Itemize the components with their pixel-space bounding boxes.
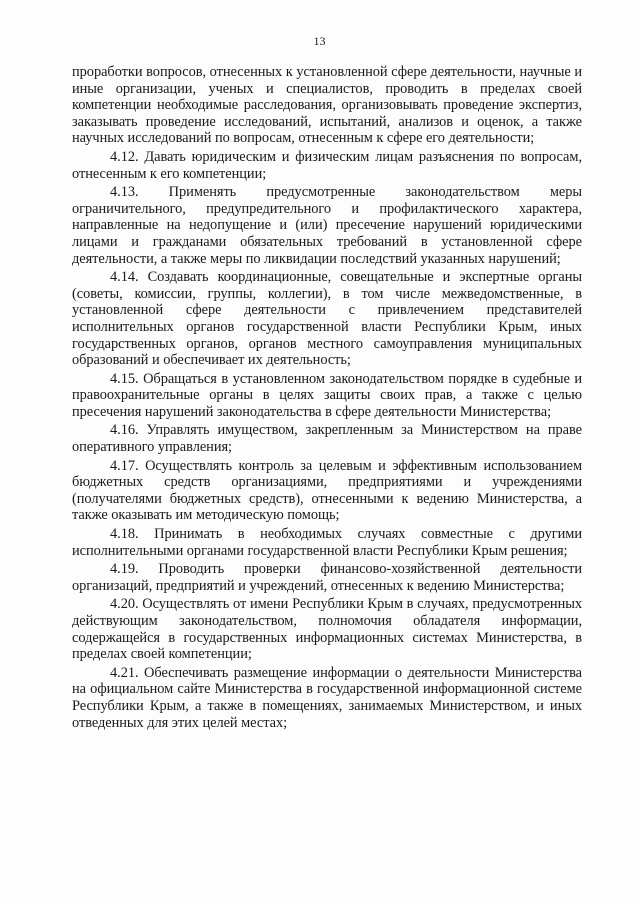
- paragraph-4-20: 4.20. Осуществлять от имени Республики Крым в случаях, предусмотренных действующим законодательством, полномочия обладателя информации, содержащейся в государственных информационных системах Министерства, в пределах своей компетенции;: [72, 596, 582, 663]
- paragraph-continuation: проработки вопросов, отнесенных к установленной сфере деятельности, научные и иные организации, ученых и специалистов, проводить в пределах своей компетенции необходимые расследования, организовывать проведение экспертиз, заказывать проведение исследований, испытаний, анализов и оценок, а также научных исследований по вопросам, отнесенным к сфере его деятельности;: [72, 64, 582, 147]
- document-body: [72, 64, 582, 733]
- paragraph-4-18: 4.18. Принимать в необходимых случаях совместные с другими исполнительными органами государственной власти Республики Крым решения;: [72, 526, 582, 559]
- paragraph-4-17: 4.17. Осуществлять контроль за целевым и эффективным использованием бюджетных средств организациями, предприятиями и учреждениями (получателями бюджетных средств), отнесенными к ведению Министерства, а также оказывать им методическую помощь;: [72, 457, 582, 524]
- paragraph-4-12: 4.12. Давать юридическим и физическим лицам разъяснения по вопросам, отнесенным к его компетенции;: [72, 148, 582, 182]
- paragraph-4-14: 4.14. Создавать координационные, совещательные и экспертные органы (советы, комиссии, группы, коллегии), в том числе межведомственные, в установленной сфере деятельности с привлечением представителей исполнительных органов государственной власти Республики Крым, иных государственных органов, органов местного самоуправления муниципальных образований и обеспечивает их деятельность;: [72, 269, 582, 369]
- paragraph-4-15: 4.15. Обращаться в установленном законодательством порядке в судебные и правоохранительные органы в целях защиты своих прав, а также с целью пресечения нарушений законодательства в сфере деятельности Министерства;: [72, 370, 582, 420]
- paragraph-4-13: 4.13. Применять предусмотренные законодательством меры ограничительного, предупредительного и профилактического характера, направленные на недопущение и (или) пресечение нарушений юридическими лицами и гражданами обязательных требований в установленной сфере деятельности, а также меры по ликвидации последствий указанных нарушений;: [72, 184, 582, 267]
- paragraph-4-21: 4.21. Обеспечивать размещение информации о деятельности Министерства на официальном сайте Министерства в государственной информационной системе Республики Крым, а также в помещениях, занимаемых Министерством, и иных отведенных для этих целей местах;: [72, 664, 582, 731]
- page-number: 13: [313, 34, 326, 48]
- paragraph-4-19: 4.19. Проводить проверки финансово-хозяйственной деятельности организаций, предприятий и учреждений, отнесенных к ведению Министерства;: [72, 561, 582, 594]
- paragraph-4-16: 4.16. Управлять имуществом, закрепленным за Министерством на праве оперативного управления;: [72, 422, 582, 456]
